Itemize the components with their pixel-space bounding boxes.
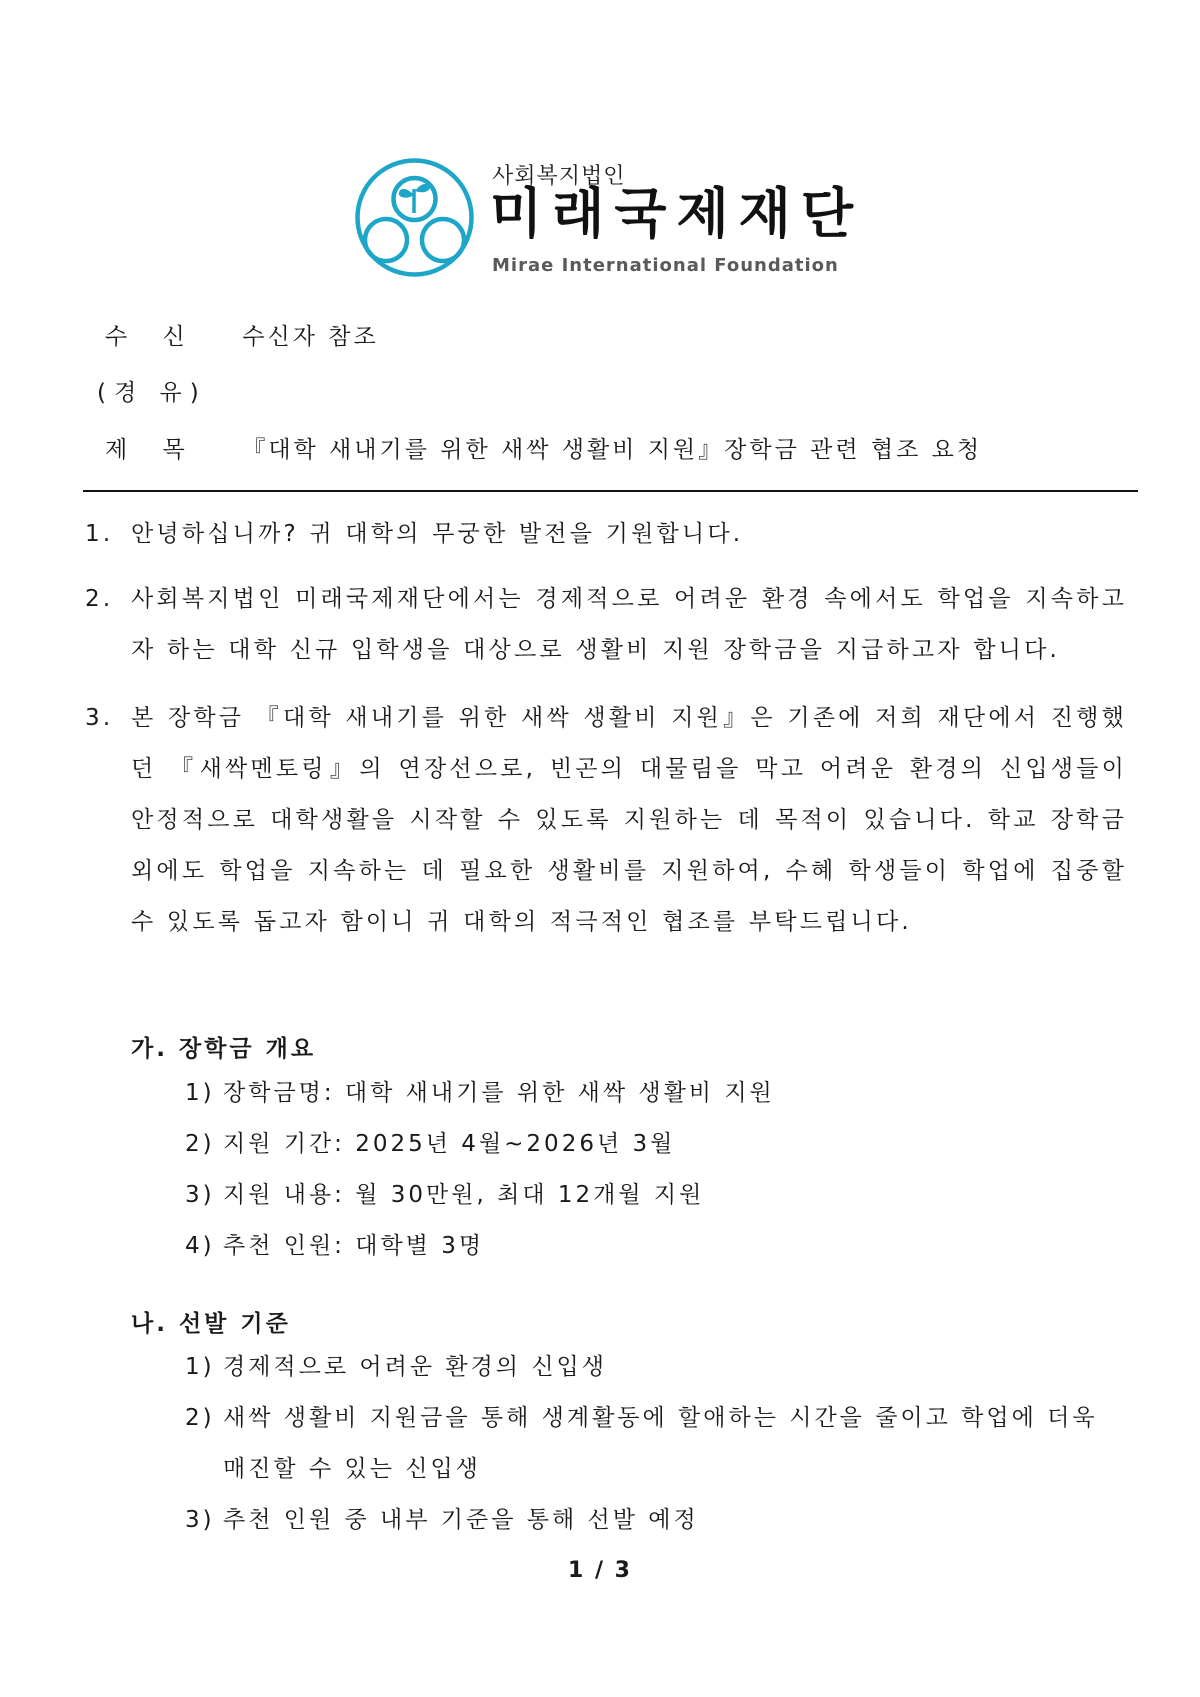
list-item: [185, 1170, 1120, 1221]
list-item: [185, 1221, 1120, 1272]
paragraph-2: [85, 574, 1127, 676]
section-title-overview: 가. 장학금 개요: [131, 1036, 317, 1062]
list-item-text: 새싹 생활비 지원금을 통해 생계활동에 할애하는 시간을 줄이고 학업에 더욱 매진할 수 있는 신입생: [223, 1405, 1098, 1482]
list-item-number: 1): [185, 1354, 215, 1380]
org-name: 미래국제재단: [490, 182, 863, 245]
paragraph-text: 본 장학금 『대학 새내기를 위한 새싹 생활비 지원』은 기존에 저희 재단에서 진행했던 『새싹멘토링』의 연장선으로, 빈곤의 대물림을 막고 어려운 환경의 신입생들이 안정적으로 대학생활을 시작할 수 있도록 지원하는 데 목적이 있습니다. 학교 장학금 외에도 학업을 지속하는 데 필요한 생활비를 지원하여, 수혜 학생들이 학업에 집중할 수 있도록 돕고자 함이니 귀 대학의 적극적인 협조를 부탁드립니다.: [131, 705, 1127, 935]
via-label: (경 유): [97, 380, 207, 406]
list-item-text: 장학금명: 대학 새내기를 위한 새싹 생활비 지원: [223, 1080, 775, 1106]
list-item: [185, 1393, 1120, 1495]
foundation-emblem-icon: [352, 155, 477, 280]
recipient-value: 수신자 참조: [242, 324, 379, 350]
subject-row: [105, 431, 982, 464]
list-item-text: 지원 내용: 월 30만원, 최대 12개월 지원: [223, 1182, 705, 1208]
list-item: [185, 1495, 1120, 1546]
paragraph-text: 안녕하십니까? 귀 대학의 무궁한 발전을 기원합니다.: [131, 521, 744, 547]
via-row: [97, 374, 234, 407]
paragraph-text: 사회복지법인 미래국제재단에서는 경제적으로 어려운 환경 속에서도 학업을 지속하고자 하는 대학 신규 입학생을 대상으로 생활비 지원 장학금을 지급하고자 합니다.: [131, 586, 1127, 663]
list-item: [185, 1068, 1120, 1119]
list-item-number: 4): [185, 1233, 215, 1259]
list-item-number: 2): [185, 1405, 215, 1431]
paragraph-number: 1.: [85, 521, 114, 547]
paragraph-1: [85, 509, 1127, 560]
list-item-number: 1): [185, 1080, 215, 1106]
paragraph-number: 2.: [85, 586, 114, 612]
subject-value: 『대학 새내기를 위한 새싹 생활비 지원』장학금 관련 협조 요청: [242, 437, 983, 463]
section-title-criteria: 나. 선발 기준: [131, 1311, 291, 1337]
page-number: 1 / 3: [568, 1558, 632, 1583]
list-item-number: 3): [185, 1507, 215, 1533]
org-type: 사회복지법인: [492, 164, 626, 189]
list-item-text: 추천 인원: 대학별 3명: [223, 1233, 485, 1259]
list-item-text: 지원 기간: 2025년 4월~2026년 3월: [223, 1131, 676, 1157]
list-item-text: 경제적으로 어려운 환경의 신입생: [223, 1354, 607, 1380]
list-item: [185, 1119, 1120, 1170]
recipient-row: [105, 318, 379, 351]
list-item-number: 3): [185, 1182, 215, 1208]
paragraph-3: [85, 693, 1127, 948]
subject-label: 제 목: [105, 437, 199, 463]
list-item-number: 2): [185, 1131, 215, 1157]
org-name-english: Mirae International Foundation: [492, 255, 839, 276]
list-item-text: 추천 인원 중 내부 기준을 통해 선발 예정: [223, 1507, 699, 1533]
foundation-logo: [352, 155, 863, 280]
list-item: [185, 1342, 1120, 1393]
recipient-label: 수 신: [105, 324, 199, 350]
paragraph-number: 3.: [85, 705, 114, 731]
header-divider: [83, 490, 1138, 492]
